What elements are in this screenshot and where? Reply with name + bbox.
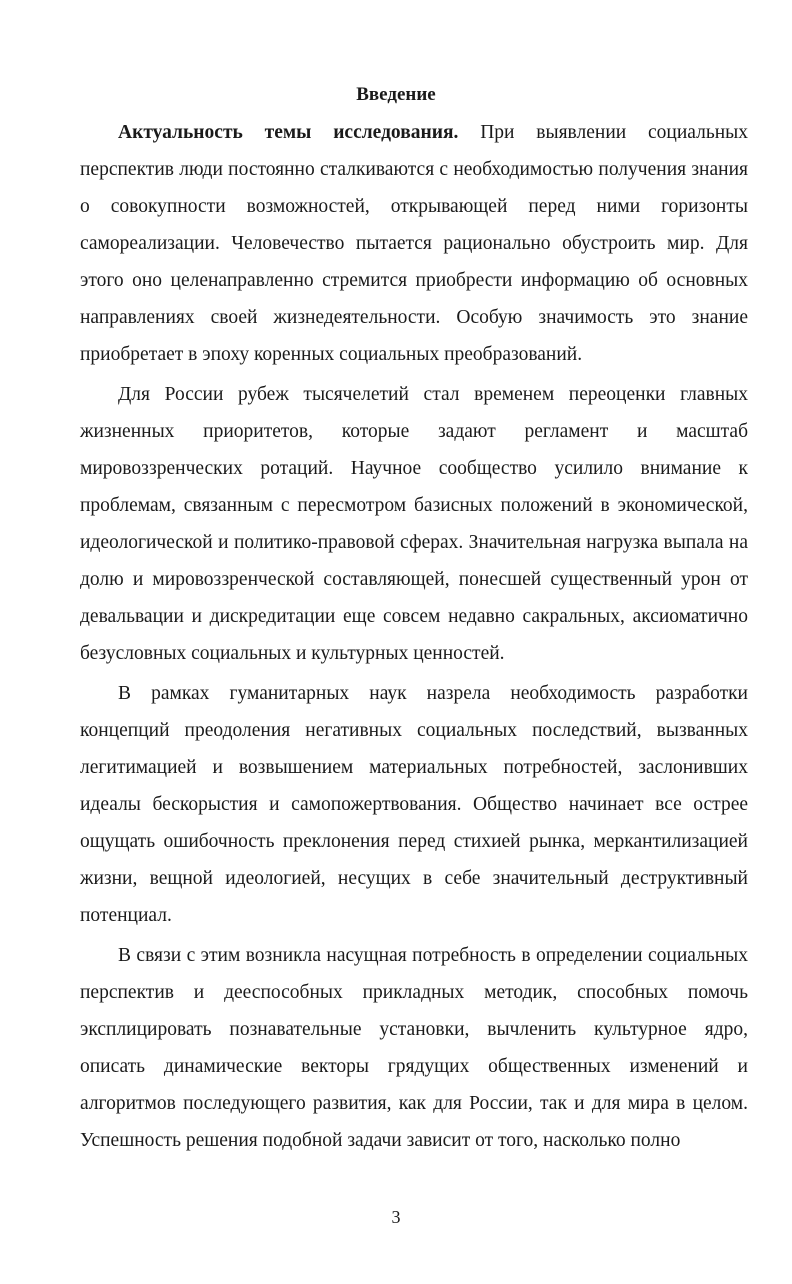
body-text bbox=[80, 114, 748, 1159]
paragraph-2: Для России рубеж тысячелетий стал временем переоценки главных жизненных приоритетов, которые задают регламент и масштаб мировоззренческих ротаций. Научное сообщество усилило внимание к проблемам, связанным с пересмотром базисных положений в экономической, идеологической и политико-правовой сферах. Значительная нагрузка выпала на долю и мировоззренческой составляющей, понесшей существенный урон от девальвации и дискредитации еще совсем недавно сакральных, аксиоматично безусловных социальных и культурных ценностей. bbox=[80, 384, 748, 664]
paragraph-1 bbox=[80, 114, 748, 373]
paragraph-3: В рамках гуманитарных наук назрела необходимость разработки концепций преодоления негативных социальных последствий, вызванных легитимацией и возвышением материальных потребностей, заслонивших идеалы бескорыстия и самопожертвования. Общество начинает все острее ощущать ошибочность преклонения перед стихией рынка, меркантилизацией жизни, вещной идеологией, несущих в себе значительный деструктивный потенциал. bbox=[80, 683, 748, 926]
page-number: 3 bbox=[391, 1207, 401, 1227]
paragraph-4: В связи с этим возникла насущная потребность в определении социальных перспектив и дееспособных прикладных методик, способных помочь эксплицировать познавательные установки, вычленить культурное ядро, описать динамические векторы грядущих общественных изменений и алгоритмов последующего развития, как для России, так и для мира в целом. Успешность решения подобной задачи зависит от того, насколько полно bbox=[80, 945, 748, 1151]
section-heading: Введение bbox=[356, 84, 436, 105]
paragraph-1-text: При выявлении социальных перспектив люди постоянно сталкиваются с необходимостью получения знания о совокупности возможностей, открывающей перед ними горизонты самореализации. Человечество пытается рационально обустроить мир. Для этого оно целенаправленно стремится приобрести информацию об основных направлениях своей жизнедеятельности. Особую значимость это знание приобретает в эпоху коренных социальных преобразований. bbox=[80, 122, 749, 365]
paragraph-1-lead: Актуальность темы исследования. bbox=[118, 122, 459, 143]
